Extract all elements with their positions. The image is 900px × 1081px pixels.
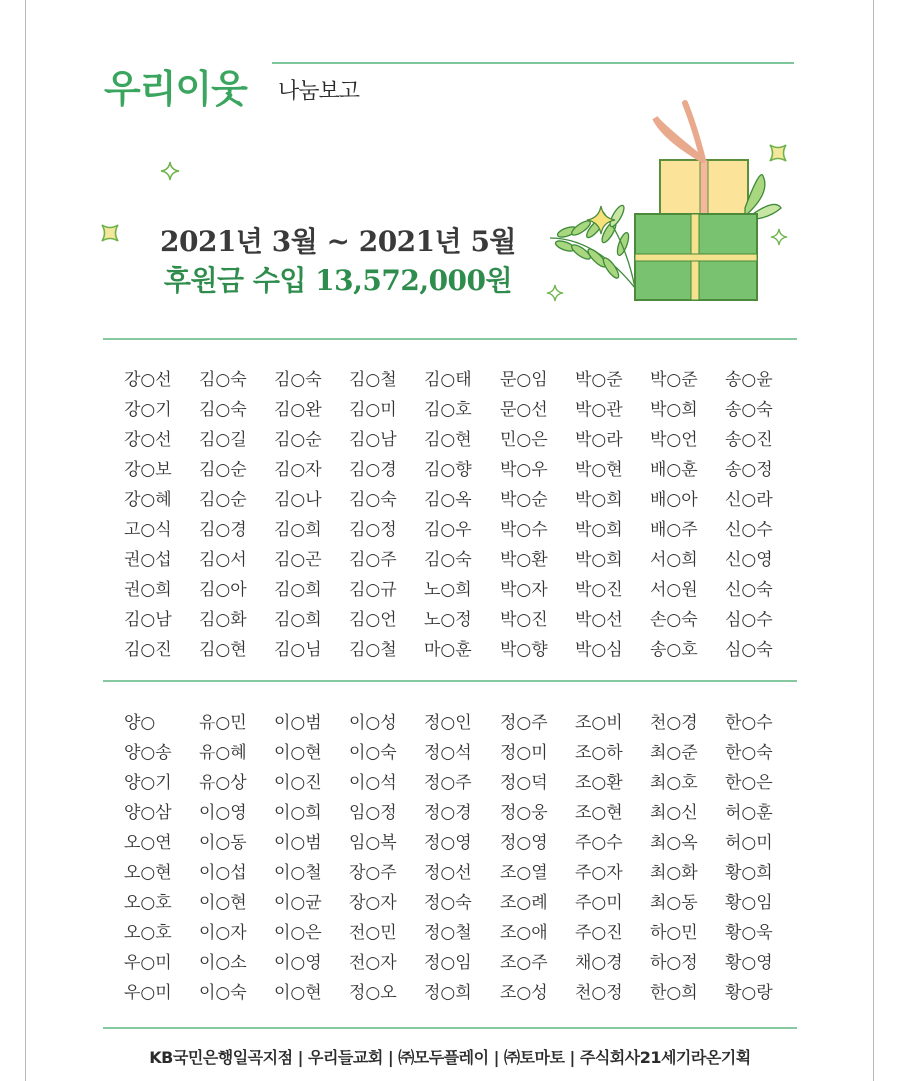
donor-name: 박○라 [575, 430, 623, 450]
donor-name: 마○훈 [424, 640, 472, 660]
donor-row [103, 425, 797, 455]
donor-name: 박○향 [500, 640, 548, 660]
donor-row [103, 918, 797, 948]
donor-row [103, 798, 797, 828]
donor-name: 박○수 [500, 520, 548, 540]
donor-row [103, 395, 797, 425]
donor-name: 정○경 [424, 803, 472, 823]
donor-name: 송○정 [725, 460, 773, 480]
donor-name: 손○숙 [650, 610, 698, 630]
donor-name: 신○라 [725, 490, 773, 510]
donor-name: 김○순 [199, 460, 247, 480]
donor-name: 김○숙 [349, 490, 397, 510]
donor-name: 박○선 [575, 610, 623, 630]
donor-name: 송○진 [725, 430, 773, 450]
donor-name: 조○애 [500, 923, 548, 943]
donor-name: 심○수 [725, 610, 773, 630]
donor-name: 강○혜 [124, 490, 172, 510]
donor-name: 배○주 [650, 520, 698, 540]
donor-name: 김○언 [349, 610, 397, 630]
donor-name: 김○자 [274, 460, 322, 480]
donor-name: 박○우 [500, 460, 548, 480]
donor-row [103, 635, 797, 665]
donor-name: 정○철 [424, 923, 472, 943]
donor-name: 박○심 [575, 640, 623, 660]
donor-name: 한○은 [725, 773, 773, 793]
donor-name: 김○우 [424, 520, 472, 540]
donor-name: 주○자 [575, 863, 623, 883]
donor-name: 이○영 [274, 953, 322, 973]
donor-name: 김○경 [199, 520, 247, 540]
donor-row [103, 978, 797, 1008]
donor-name: 고○식 [124, 520, 172, 540]
donor-name: 이○진 [274, 773, 322, 793]
donor-name: 권○섭 [124, 550, 172, 570]
donor-name: 송○숙 [725, 400, 773, 420]
donor-name: 최○호 [650, 773, 698, 793]
section-divider [103, 1027, 797, 1029]
donor-name: 최○동 [650, 893, 698, 913]
donor-row [103, 365, 797, 395]
donor-name: 조○비 [575, 713, 623, 733]
donor-name: 정○영 [500, 833, 548, 853]
donor-name: 김○호 [424, 400, 472, 420]
donor-name: 김○규 [349, 580, 397, 600]
donor-name: 정○영 [424, 833, 472, 853]
donor-name: 박○언 [650, 430, 698, 450]
donor-name: 김○옥 [424, 490, 472, 510]
donor-name: 이○희 [274, 803, 322, 823]
donor-row [103, 948, 797, 978]
donor-name: 김○숙 [274, 370, 322, 390]
donor-name: 오○호 [124, 893, 172, 913]
donor-list-2 [103, 708, 797, 1008]
donor-row [103, 708, 797, 738]
donation-income: 후원금 수입 13,572,000원 [163, 264, 513, 297]
donor-name: 조○성 [500, 983, 548, 1003]
donor-name: 김○정 [349, 520, 397, 540]
donor-name: 박○준 [575, 370, 623, 390]
donor-name: 김○서 [199, 550, 247, 570]
donor-name: 김○숙 [199, 400, 247, 420]
donor-name: 장○자 [349, 893, 397, 913]
donor-name: 강○보 [124, 460, 172, 480]
donor-name: 신○수 [725, 520, 773, 540]
donor-name: 정○주 [500, 713, 548, 733]
donor-name: 주○미 [575, 893, 623, 913]
donor-name: 조○환 [575, 773, 623, 793]
donor-name: 우○미 [124, 983, 172, 1003]
donor-name: 우○미 [124, 953, 172, 973]
donor-name: 허○훈 [725, 803, 773, 823]
donor-name: 양○기 [124, 773, 172, 793]
donor-name: 채○경 [575, 953, 623, 973]
donor-name: 박○현 [575, 460, 623, 480]
donor-name: 전○자 [349, 953, 397, 973]
donor-name: 김○현 [199, 640, 247, 660]
sparkle-icon [160, 161, 180, 181]
donor-name: 정○인 [424, 713, 472, 733]
donor-name: 오○현 [124, 863, 172, 883]
donor-name: 임○복 [349, 833, 397, 853]
donor-name: 한○숙 [725, 743, 773, 763]
donor-name: 문○선 [500, 400, 548, 420]
donor-name: 정○주 [424, 773, 472, 793]
donor-name: 이○영 [199, 803, 247, 823]
donor-name: 권○희 [124, 580, 172, 600]
donor-row [103, 858, 797, 888]
donor-name: 노○희 [424, 580, 472, 600]
donor-name: 김○주 [349, 550, 397, 570]
donor-name: 박○희 [650, 400, 698, 420]
donor-name: 김○향 [424, 460, 472, 480]
donor-name: 박○진 [500, 610, 548, 630]
donor-name: 김○곤 [274, 550, 322, 570]
donor-name: 이○자 [199, 923, 247, 943]
donor-name: 정○선 [424, 863, 472, 883]
donor-name: 오○연 [124, 833, 172, 853]
donor-name: 정○희 [424, 983, 472, 1003]
donor-row [103, 605, 797, 635]
donor-name: 강○기 [124, 400, 172, 420]
donor-name: 신○영 [725, 550, 773, 570]
brand-subtitle: 나눔보고 [278, 79, 360, 104]
donor-name: 이○성 [349, 713, 397, 733]
donor-name: 이○균 [274, 893, 322, 913]
donor-row [103, 575, 797, 605]
donor-name: 최○화 [650, 863, 698, 883]
donor-name: 강○선 [124, 430, 172, 450]
section-divider [103, 680, 797, 682]
donor-name: 정○임 [424, 953, 472, 973]
donor-row [103, 485, 797, 515]
donor-name: 강○선 [124, 370, 172, 390]
donor-name: 하○정 [650, 953, 698, 973]
donor-name: 전○민 [349, 923, 397, 943]
donor-name: 이○숙 [199, 983, 247, 1003]
donor-name: 정○오 [349, 983, 397, 1003]
donor-name: 박○희 [575, 550, 623, 570]
donor-name: 배○훈 [650, 460, 698, 480]
donor-row [103, 768, 797, 798]
donor-name: 김○숙 [424, 550, 472, 570]
donor-name: 주○진 [575, 923, 623, 943]
donor-name: 이○은 [274, 923, 322, 943]
donor-name: 박○환 [500, 550, 548, 570]
donor-name: 이○현 [274, 743, 322, 763]
donor-name: 노○정 [424, 610, 472, 630]
donor-name: 이○섭 [199, 863, 247, 883]
donor-name: 이○현 [274, 983, 322, 1003]
donor-name: 정○덕 [500, 773, 548, 793]
donor-name: 민○은 [500, 430, 548, 450]
donor-name: 주○수 [575, 833, 623, 853]
donor-name: 김○철 [349, 370, 397, 390]
donor-name: 오○호 [124, 923, 172, 943]
donor-name: 최○옥 [650, 833, 698, 853]
donor-name: 조○열 [500, 863, 548, 883]
donor-name: 김○남 [124, 610, 172, 630]
donor-name: 김○남 [349, 430, 397, 450]
donor-name: 이○동 [199, 833, 247, 853]
donor-name: 박○희 [575, 520, 623, 540]
donor-name: 최○신 [650, 803, 698, 823]
donor-name: 문○임 [500, 370, 548, 390]
donor-name: 양○삼 [124, 803, 172, 823]
donor-name: 김○경 [349, 460, 397, 480]
donor-row [103, 828, 797, 858]
donor-name: 이○석 [349, 773, 397, 793]
donor-name: 서○원 [650, 580, 698, 600]
donor-name: 유○상 [199, 773, 247, 793]
donor-name: 김○순 [199, 490, 247, 510]
brand-title: 우리이웃 [104, 67, 247, 111]
donor-name: 조○례 [500, 893, 548, 913]
donor-name: 김○길 [199, 430, 247, 450]
donor-name: 이○숙 [349, 743, 397, 763]
sponsor-list: KB국민은행일곡지점 | 우리들교회 | ㈜모두플레이 | ㈜토마토 | 주식회사21세기라온기획 [149, 1048, 751, 1067]
donor-list-1 [103, 365, 797, 665]
donor-name: 김○희 [274, 580, 322, 600]
donor-name: 송○호 [650, 640, 698, 660]
donor-name: 김○화 [199, 610, 247, 630]
donor-name: 박○진 [575, 580, 623, 600]
donor-name: 김○완 [274, 400, 322, 420]
donor-name: 황○욱 [725, 923, 773, 943]
donor-name: 김○님 [274, 640, 322, 660]
donor-name: 정○석 [424, 743, 472, 763]
section-divider [103, 338, 797, 340]
donor-row [103, 888, 797, 918]
donor-name: 황○임 [725, 893, 773, 913]
donor-row [103, 545, 797, 575]
donor-name: 이○철 [274, 863, 322, 883]
donor-name: 신○숙 [725, 580, 773, 600]
donor-name: 김○나 [274, 490, 322, 510]
donor-name: 서○희 [650, 550, 698, 570]
donor-name: 이○현 [199, 893, 247, 913]
donor-row [103, 455, 797, 485]
donor-name: 이○소 [199, 953, 247, 973]
donor-name: 양○송 [124, 743, 172, 763]
donor-name: 김○숙 [199, 370, 247, 390]
donor-name: 김○진 [124, 640, 172, 660]
donor-name: 천○정 [575, 983, 623, 1003]
donor-name: 김○희 [274, 520, 322, 540]
report-period: 2021년 3월 ~ 2021년 5월 [160, 225, 516, 258]
donor-name: 장○주 [349, 863, 397, 883]
donor-name: 황○영 [725, 953, 773, 973]
donor-name: 정○웅 [500, 803, 548, 823]
donor-name: 박○관 [575, 400, 623, 420]
donor-name: 조○주 [500, 953, 548, 973]
donor-name: 황○랑 [725, 983, 773, 1003]
donor-name: 김○현 [424, 430, 472, 450]
donor-name: 김○미 [349, 400, 397, 420]
donor-name: 김○철 [349, 640, 397, 660]
donor-name: 박○희 [575, 490, 623, 510]
donor-name: 박○준 [650, 370, 698, 390]
donor-name: 심○숙 [725, 640, 773, 660]
donor-name: 김○순 [274, 430, 322, 450]
donor-name: 허○미 [725, 833, 773, 853]
donor-name: 배○아 [650, 490, 698, 510]
donor-name: 정○미 [500, 743, 548, 763]
donor-name: 유○혜 [199, 743, 247, 763]
donor-name: 송○윤 [725, 370, 773, 390]
donor-name: 이○범 [274, 833, 322, 853]
donor-name: 김○태 [424, 370, 472, 390]
donor-name: 박○자 [500, 580, 548, 600]
donor-row [103, 515, 797, 545]
header-divider [272, 62, 794, 64]
donor-name: 임○정 [349, 803, 397, 823]
donor-name: 황○희 [725, 863, 773, 883]
donor-name: 양○ [124, 713, 156, 733]
donor-name: 박○순 [500, 490, 548, 510]
donor-name: 유○민 [199, 713, 247, 733]
donor-name: 정○숙 [424, 893, 472, 913]
donor-name: 조○하 [575, 743, 623, 763]
donor-name: 천○경 [650, 713, 698, 733]
donor-row [103, 738, 797, 768]
donor-name: 최○준 [650, 743, 698, 763]
donor-name: 한○수 [725, 713, 773, 733]
donor-name: 한○희 [650, 983, 698, 1003]
donor-name: 조○현 [575, 803, 623, 823]
donor-name: 김○아 [199, 580, 247, 600]
donor-name: 김○희 [274, 610, 322, 630]
donor-name: 이○범 [274, 713, 322, 733]
donor-name: 하○민 [650, 923, 698, 943]
